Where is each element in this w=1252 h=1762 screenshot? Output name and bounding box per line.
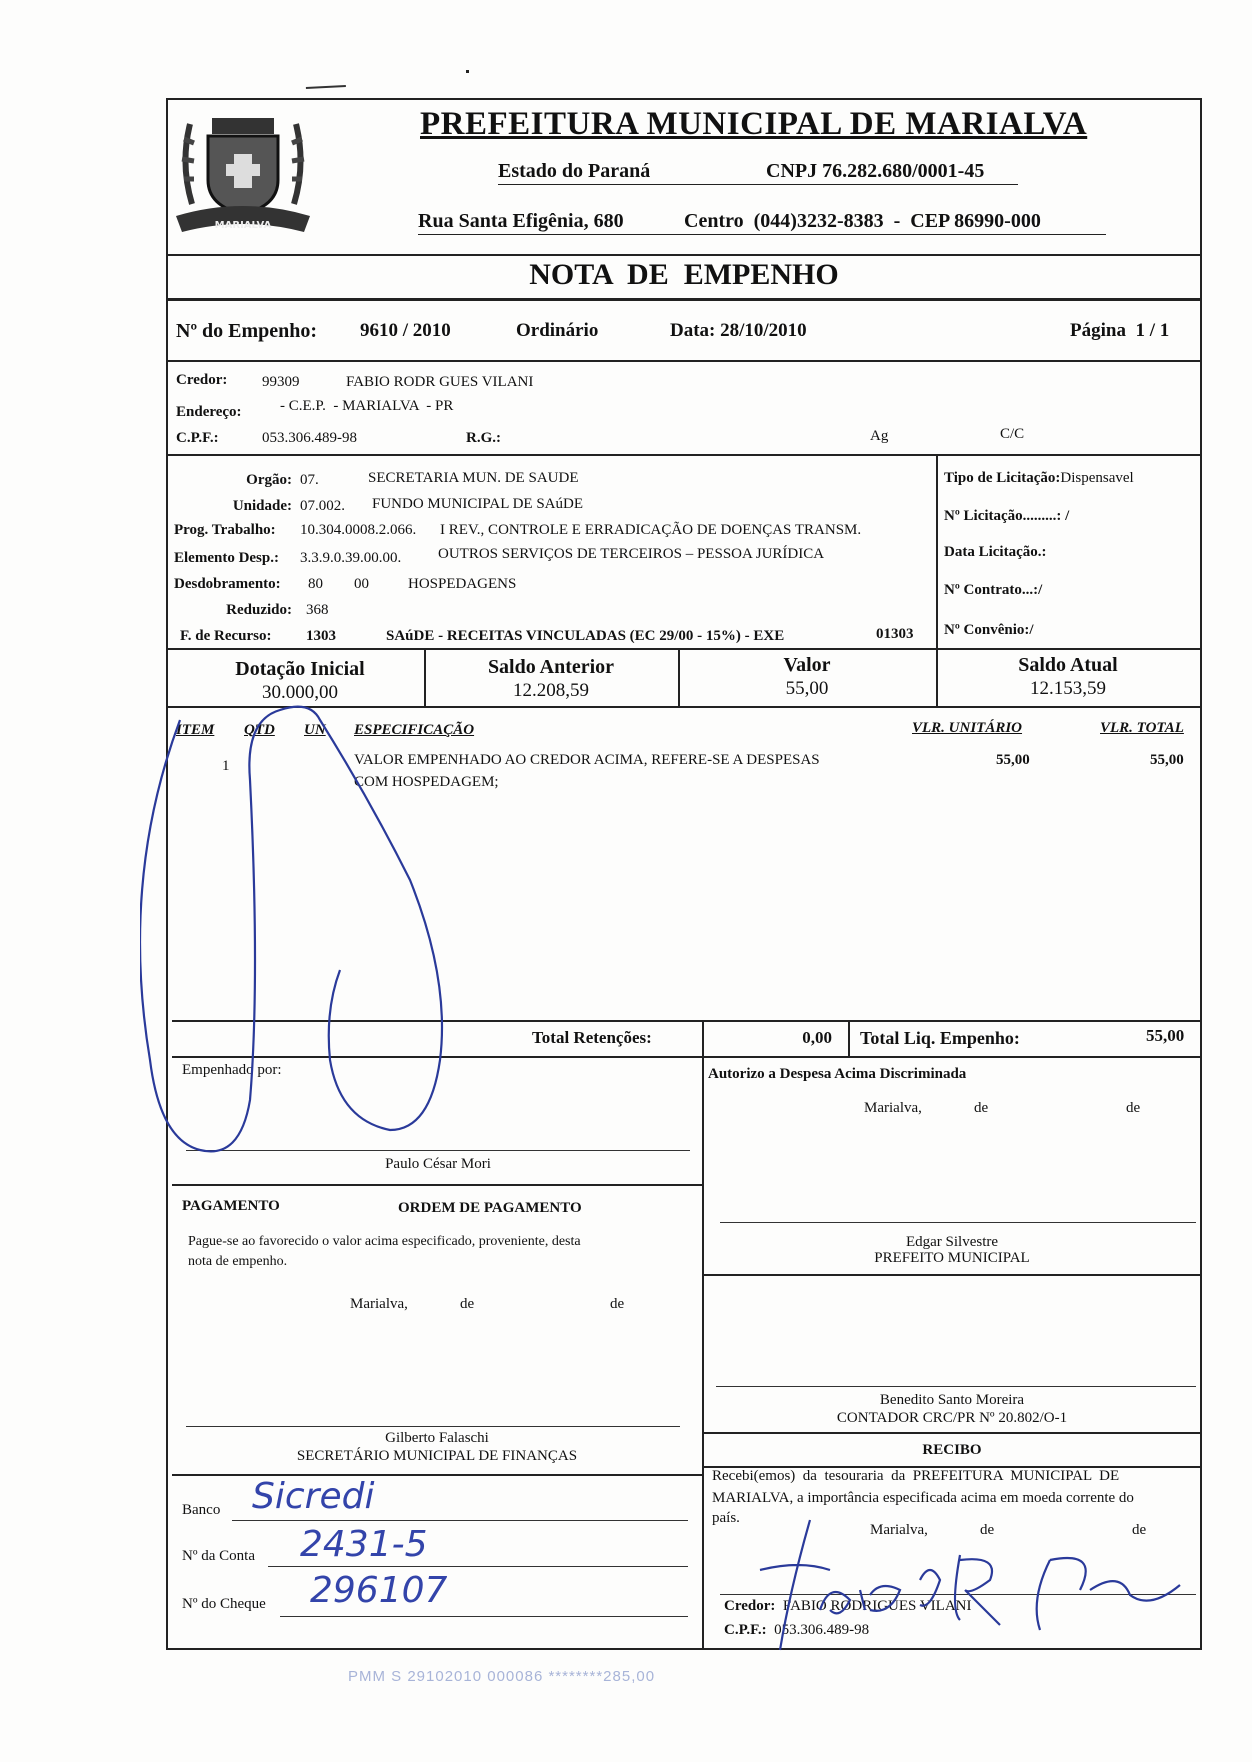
seal-text: MARIALVA xyxy=(214,220,272,231)
total-retencoes-label: Total Retenções: xyxy=(532,1028,652,1047)
recibo-de2: de xyxy=(1132,1522,1147,1538)
unidade-name: FUNDO MUNICIPAL DE SAúDE xyxy=(372,496,583,512)
secretario-title: SECRETÁRIO MUNICIPAL DE FINANÇAS xyxy=(296,1448,578,1464)
document-title: NOTA DE EMPENHO xyxy=(529,258,839,291)
divider xyxy=(166,648,1202,650)
cheque-line xyxy=(280,1616,688,1617)
divider-vertical xyxy=(936,454,938,648)
reduzido-value: 368 xyxy=(306,602,329,618)
desdobramento-label: Desdobramento: xyxy=(174,576,281,592)
signature-line xyxy=(186,1426,680,1427)
divider xyxy=(166,454,1202,456)
state-name: Estado do Paraná xyxy=(498,160,651,182)
unidade-code: 07.002. xyxy=(300,498,345,514)
cheque-value: 296107 xyxy=(310,1570,448,1611)
scan-mark xyxy=(306,85,346,93)
divider xyxy=(166,360,1202,362)
banco-line xyxy=(232,1520,688,1521)
col-vlr-unitario: VLR. UNITÁRIO xyxy=(912,720,1023,736)
convenio-number: Nº Convênio:/ xyxy=(944,622,1034,638)
pagamento-text-line1: Pague-se ao favorecido o valor acima especificado, proveniente, desta xyxy=(188,1234,581,1249)
col-un: UN xyxy=(304,722,326,738)
recibo-place: Marialva, xyxy=(870,1522,928,1538)
divider-vertical xyxy=(702,1056,704,1650)
recibo-text-line3: país. xyxy=(712,1510,740,1526)
saldo-atual-value: 12.153,59 xyxy=(1030,678,1106,699)
empenho-number: 9610 / 2010 xyxy=(360,320,451,341)
conta-line xyxy=(268,1566,688,1567)
empenho-date: Data: 28/10/2010 xyxy=(670,320,807,341)
saldo-anterior-value: 12.208,59 xyxy=(513,680,589,701)
credor-code: 99309 xyxy=(262,374,300,390)
saldo-atual-label: Saldo Atual xyxy=(1018,654,1118,676)
desdobramento-code: 80 xyxy=(308,576,323,592)
endereco-label: Endereço: xyxy=(176,404,242,420)
divider xyxy=(172,1184,702,1186)
valor-value: 55,00 xyxy=(785,678,829,699)
elemento-name: OUTROS SERVIÇOS DE TERCEIROS – PESSOA JURÍDICA xyxy=(438,546,825,562)
recurso-label: F. de Recurso: xyxy=(180,628,272,644)
page-title: PREFEITURA MUNICIPAL DE MARIALVA xyxy=(420,106,1088,142)
cc-label: C/C xyxy=(1000,426,1025,442)
col-item: ITEM xyxy=(176,722,215,738)
ordem-pagamento-label: ORDEM DE PAGAMENTO xyxy=(398,1200,582,1216)
licitacao-data: Data Licitação.: xyxy=(944,544,1047,560)
conta-value: 2431-5 xyxy=(300,1524,428,1565)
unidade-label: Unidade: xyxy=(232,498,292,514)
signature-line xyxy=(716,1386,1196,1387)
total-liq-value: 55,00 xyxy=(1146,1026,1185,1045)
recurso-name: SAúDE - RECEITAS VINCULADAS (EC 29/00 - 15%) - EXE xyxy=(386,628,785,644)
prefeito-name: Edgar Silvestre xyxy=(905,1234,999,1250)
cpf-value: 053.306.489-98 xyxy=(262,430,357,446)
item-vlr-unitario: 55,00 xyxy=(996,752,1030,768)
recibo-cpf-label: C.P.F.: xyxy=(724,1622,767,1638)
municipal-seal xyxy=(170,104,316,244)
elemento-code: 3.3.9.0.39.00.00. xyxy=(300,550,402,566)
col-especificacao: ESPECIFICAÇÃO xyxy=(354,722,475,738)
autorizo-place: Marialva, xyxy=(864,1100,922,1116)
recibo-title: RECIBO xyxy=(922,1442,982,1458)
secretario-name: Gilberto Falaschi xyxy=(385,1430,489,1446)
item-desc-line2: COM HOSPEDAGEM; xyxy=(354,774,499,790)
saldo-anterior-label: Saldo Anterior xyxy=(487,656,615,678)
contador-name: Benedito Santo Moreira xyxy=(879,1392,1025,1408)
prog-label: Prog. Trabalho: xyxy=(174,522,276,538)
autorizo-de1: de xyxy=(974,1100,989,1116)
orgao-code: 07. xyxy=(300,472,319,488)
empenhado-por-label: Empenhado por: xyxy=(182,1062,282,1078)
credor-name: FABIO RODR GUES VILANI xyxy=(346,374,534,390)
elemento-label: Elemento Desp.: xyxy=(174,550,279,566)
valor-label: Valor xyxy=(783,654,831,676)
pagamento-label: PAGAMENTO xyxy=(182,1198,280,1214)
empenho-number-label: Nº do Empenho: xyxy=(176,320,318,342)
pagamento-de1: de xyxy=(460,1296,475,1312)
footer-stamp: PMM S 29102010 000086 ********285,00 xyxy=(348,1668,656,1685)
orgao-name: SECRETARIA MUN. DE SAUDE xyxy=(368,470,579,486)
recibo-credor-name: FABIO RODRIGUES VILANI xyxy=(782,1598,972,1614)
signature-line xyxy=(720,1222,1196,1223)
col-vlr-total: VLR. TOTAL xyxy=(1100,720,1184,736)
prefeito-title: PREFEITO MUNICIPAL xyxy=(874,1250,1030,1266)
dotacao-inicial-value: 30.000,00 xyxy=(262,682,338,703)
address-underline xyxy=(418,234,1106,235)
cnpj: CNPJ 76.282.680/0001-45 xyxy=(766,160,985,182)
divider-vertical xyxy=(702,1020,704,1056)
empenhado-name: Paulo César Mori xyxy=(385,1156,491,1172)
prog-code: 10.304.0008.2.066. xyxy=(300,522,417,538)
pagamento-text-line2: nota de empenho. xyxy=(188,1254,288,1269)
recurso-code: 1303 xyxy=(306,628,336,644)
divider xyxy=(166,254,1202,256)
contrato-number: Nº Contrato...:/ xyxy=(944,582,1043,598)
ag-label: Ag xyxy=(870,428,889,444)
credor-label: Credor: xyxy=(176,372,228,388)
licitacao-numero: Nº Licitação.........: / xyxy=(944,508,1070,524)
rg-label: R.G.: xyxy=(466,430,501,446)
divider xyxy=(702,1432,1202,1434)
recibo-de1: de xyxy=(980,1522,995,1538)
scan-mark xyxy=(466,70,469,73)
divider-vertical xyxy=(848,1020,850,1056)
page-number: Página 1 / 1 xyxy=(1070,320,1170,341)
conta-label: Nº da Conta xyxy=(182,1548,255,1564)
prog-name: I REV., CONTROLE E ERRADICAÇÃO DE DOENÇAS TRANSM. xyxy=(440,522,862,538)
recibo-text-line2: MARIALVA, a importância especificada acima em moeda corrente do xyxy=(712,1490,1134,1506)
recurso-ref: 01303 xyxy=(876,626,914,642)
empenho-type: Ordinário xyxy=(516,320,599,341)
pagamento-de2: de xyxy=(610,1296,625,1312)
item-number: 1 xyxy=(222,758,230,774)
address: Rua Santa Efigênia, 680 xyxy=(418,210,624,232)
cheque-label: Nº do Cheque xyxy=(182,1596,266,1612)
total-retencoes-value: 0,00 xyxy=(802,1028,832,1047)
desdobramento-name: HOSPEDAGENS xyxy=(408,576,517,592)
licitacao-tipo-label: Tipo de Licitação: xyxy=(944,470,1061,486)
reduzido-label: Reduzido: xyxy=(226,602,292,618)
col-qtd: QTD xyxy=(244,722,275,738)
desdobramento-sub: 00 xyxy=(354,576,369,592)
item-desc-line1: VALOR EMPENHADO AO CREDOR ACIMA, REFERE-SE A DESPESAS xyxy=(354,752,820,768)
divider xyxy=(166,298,1202,301)
total-liq-label: Total Liq. Empenho: xyxy=(860,1028,1020,1048)
dotacao-inicial-label: Dotação Inicial xyxy=(235,658,365,680)
autorizo-label: Autorizo a Despesa Acima Discriminada xyxy=(708,1066,967,1082)
autorizo-de2: de xyxy=(1126,1100,1141,1116)
pagamento-place: Marialva, xyxy=(350,1296,408,1312)
recibo-text-line1: Recebi(emos) da tesouraria da PREFEITURA MUNICIPAL DE xyxy=(712,1468,1120,1484)
item-vlr-total: 55,00 xyxy=(1150,752,1184,768)
licitacao-tipo-value: Dispensavel xyxy=(1060,470,1134,486)
contador-title: CONTADOR CRC/PR Nº 20.802/O-1 xyxy=(836,1410,1068,1426)
recibo-cpf-value: 053.306.489-98 xyxy=(774,1622,870,1638)
divider xyxy=(702,1274,1202,1276)
orgao-label: Orgão: xyxy=(246,472,292,488)
state-underline xyxy=(498,184,1018,185)
endereco-value: - C.E.P. - MARIALVA - PR xyxy=(280,398,454,414)
banco-label: Banco xyxy=(182,1502,221,1518)
banco-value: Sicredi xyxy=(252,1476,375,1517)
handwritten-signature-empenho xyxy=(140,680,470,1180)
handwritten-signature-recibo xyxy=(720,1500,1200,1660)
licitacao-tipo xyxy=(944,470,1134,487)
recibo-credor-label: Credor: xyxy=(724,1598,776,1614)
district-phone-cep: Centro (044)3232-8383 - CEP 86990-000 xyxy=(684,210,1041,232)
cpf-label: C.P.F.: xyxy=(176,430,219,446)
